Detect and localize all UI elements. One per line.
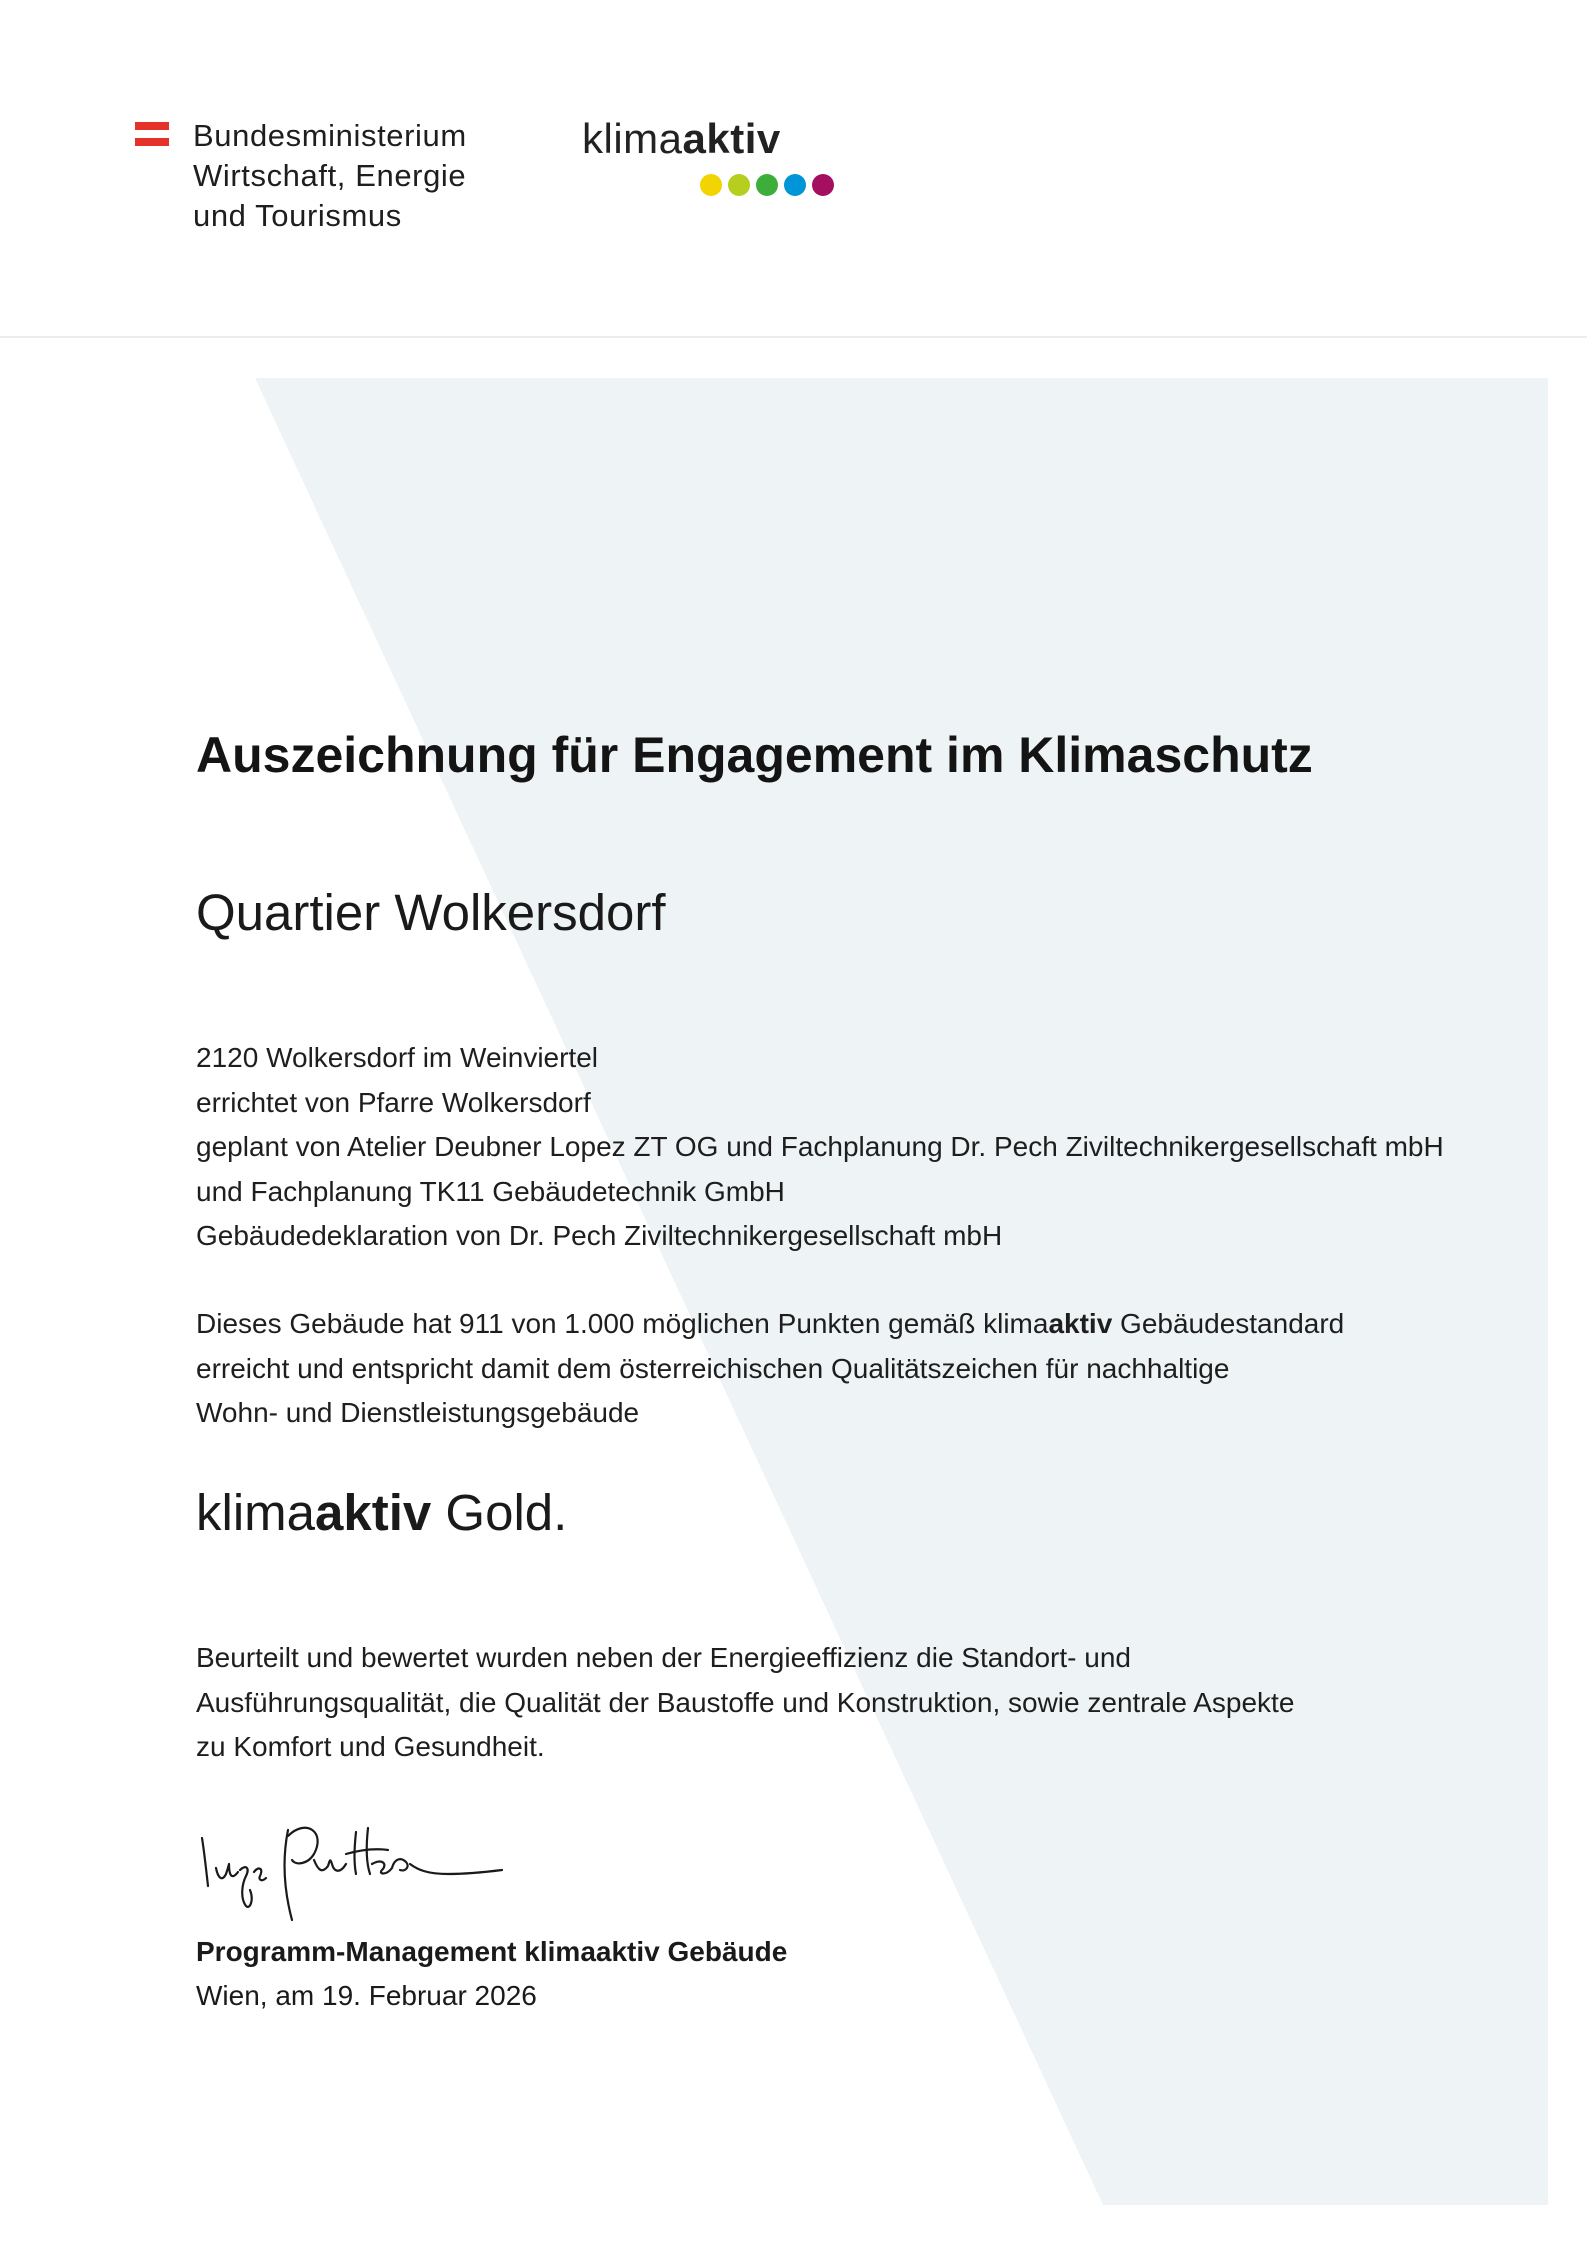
header <box>0 0 1587 336</box>
detail-declaration: Gebäudedeklaration von Dr. Pech Ziviltechnikergesellschaft mbH <box>196 1220 1003 1251</box>
logo-dot-lime <box>728 174 750 196</box>
detail-builder: errichtet von Pfarre Wolkersdorf <box>196 1086 591 1118</box>
assessment-line-3: zu Komfort und Gesundheit. <box>196 1731 545 1762</box>
certificate-title: Auszeichnung für Engagement im Klimaschutz <box>196 727 1313 783</box>
assessment-line-1: Beurteilt und bewertet wurden neben der Energieeffizienz die Standort- und <box>196 1642 1131 1673</box>
klimaaktiv-logo <box>582 114 852 204</box>
score-statement <box>196 1302 1344 1436</box>
project-name: Quartier Wolkersdorf <box>196 884 666 941</box>
assessment-text <box>196 1636 1294 1770</box>
header-divider <box>0 336 1587 338</box>
wordmark-light: klima <box>582 115 683 162</box>
wordmark-bold: aktiv <box>682 115 781 162</box>
score-line-3: Wohn- und Dienstleistungsgebäude <box>196 1397 640 1428</box>
ministry-logo <box>135 112 515 242</box>
logo-dot-blue <box>784 174 806 196</box>
place-and-date: Wien, am 19. Februar 2026 <box>196 1980 537 2011</box>
award-level <box>196 1478 567 1548</box>
signatory-role: Programm-Management klimaaktiv Gebäude <box>196 1936 788 1967</box>
score-line-1-suffix: Gebäudestandard <box>1112 1308 1345 1339</box>
logo-dot-green <box>756 174 778 196</box>
score-line-2: erreicht und entspricht damit dem österreichischen Qualitätszeichen für nachhaltige <box>196 1352 1230 1384</box>
score-line-1 <box>196 1302 1344 1347</box>
level-prefix: klima <box>196 1484 316 1541</box>
ministry-line-2: Wirtschaft, Energie <box>193 158 467 193</box>
detail-planner-2: und Fachplanung TK11 Gebäudetechnik GmbH <box>196 1175 785 1207</box>
detail-address: 2120 Wolkersdorf im Weinviertel <box>196 1042 599 1073</box>
ministry-line-1: Bundesministerium <box>193 118 467 153</box>
klimaaktiv-wordmark <box>582 114 781 164</box>
handwritten-signature <box>196 1820 506 1930</box>
score-line-1-bold: aktiv <box>1048 1308 1113 1339</box>
austrian-flag-icon <box>135 122 169 146</box>
assessment-line-2: Ausführungsqualität, die Qualität der Baustoffe und Konstruktion, sowie zentrale Aspekte <box>196 1686 1295 1718</box>
logo-dots <box>700 174 840 198</box>
project-details <box>196 1036 1444 1259</box>
logo-dot-yellow <box>700 174 722 196</box>
ministry-name <box>193 116 467 236</box>
level-suffix: Gold. <box>431 1484 568 1541</box>
level-bold: aktiv <box>315 1484 432 1541</box>
detail-planner: geplant von Atelier Deubner Lopez ZT OG und Fachplanung Dr. Pech Ziviltechnikergesellschaft mbH <box>196 1131 1444 1162</box>
score-line-1-prefix: Dieses Gebäude hat 911 von 1.000 möglichen Punkten gemäß klima <box>196 1308 1049 1339</box>
logo-dot-magenta <box>812 174 834 196</box>
ministry-line-3: und Tourismus <box>193 198 402 233</box>
